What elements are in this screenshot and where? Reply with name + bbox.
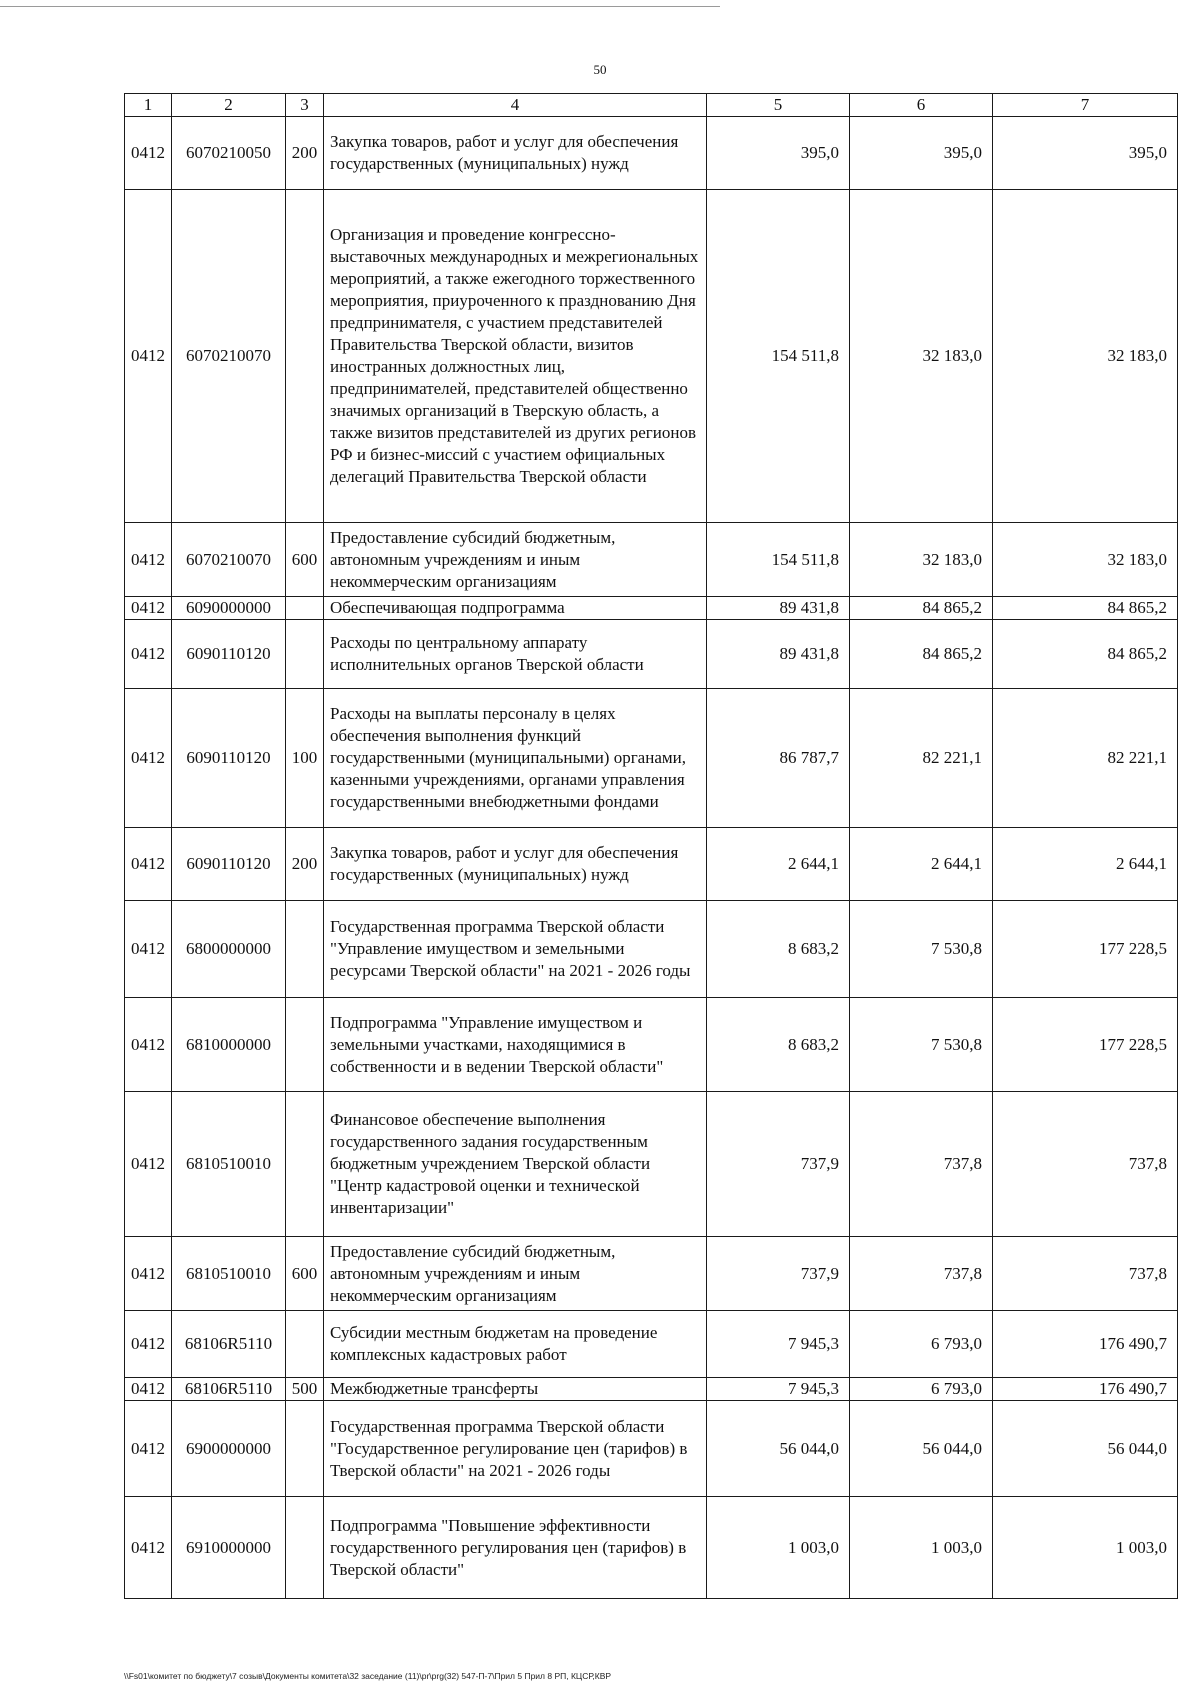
- cell-target-code: 6070210070: [172, 523, 286, 597]
- table-row: [125, 828, 1178, 901]
- cell-name: Закупка товаров, работ и услуг для обеспечения государственных (муниципальных) нужд: [324, 117, 707, 190]
- cell-value-6: 737,8: [850, 1092, 993, 1237]
- cell-target-code: 6800000000: [172, 901, 286, 998]
- cell-value-5: 7 945,3: [707, 1311, 850, 1378]
- cell-target-code: 6090000000: [172, 597, 286, 620]
- cell-name: Предоставление субсидий бюджетным, автономным учреждениям и иным некоммерческим организациям: [324, 1237, 707, 1311]
- cell-expense-type: [286, 620, 324, 689]
- footer-file-path: \\Fs01\комитет по бюджету\7 созыв\Документы комитета\32 заседание (11)\pr\prg(32) 547-П-7\Прил 5 Прил 8 РП, КЦСР,КВР: [124, 1671, 612, 1681]
- cell-value-6: 84 865,2: [850, 597, 993, 620]
- cell-name: Организация и проведение конгрессно-выставочных международных и межрегиональных мероприятий, а также ежегодного торжественного мероприятия, приуроченного к празднованию Дня предпринимателя, с участием представителей Правительства Тверской области, визитов иностранных должностных лиц, предпринимателей, представителей общественно значимых организаций в Тверскую область, а также визитов представителей из других регионов РФ и бизнес-миссий с участием официальных делегаций Правительства Тверской области: [324, 190, 707, 523]
- table-row: [125, 523, 1178, 597]
- page-number: 50: [593, 62, 607, 77]
- cell-section: 0412: [125, 190, 172, 523]
- cell-value-6: 32 183,0: [850, 190, 993, 523]
- cell-value-6: 84 865,2: [850, 620, 993, 689]
- table-row: [125, 1497, 1178, 1599]
- cell-section: 0412: [125, 117, 172, 190]
- cell-section: 0412: [125, 1378, 172, 1401]
- cell-name: Государственная программа Тверской области "Управление имуществом и земельными ресурсами Тверской области" на 2021 - 2026 годы: [324, 901, 707, 998]
- cell-target-code: 6090110120: [172, 689, 286, 828]
- cell-name: Подпрограмма "Повышение эффективности государственного регулирования цен (тарифов) в Тверской области": [324, 1497, 707, 1599]
- cell-name: Государственная программа Тверской области "Государственное регулирование цен (тарифов) в Тверской области" на 2021 - 2026 годы: [324, 1401, 707, 1497]
- cell-section: 0412: [125, 1311, 172, 1378]
- cell-name: Межбюджетные трансферты: [324, 1378, 707, 1401]
- cell-expense-type: [286, 190, 324, 523]
- cell-name: Расходы по центральному аппарату исполнительных органов Тверской области: [324, 620, 707, 689]
- table-row: [125, 620, 1178, 689]
- table-row: [125, 1092, 1178, 1237]
- cell-section: 0412: [125, 1237, 172, 1311]
- cell-value-5: 8 683,2: [707, 998, 850, 1092]
- table-row: [125, 901, 1178, 998]
- cell-section: 0412: [125, 597, 172, 620]
- cell-section: 0412: [125, 828, 172, 901]
- cell-value-6: 7 530,8: [850, 998, 993, 1092]
- cell-value-5: 56 044,0: [707, 1401, 850, 1497]
- cell-value-5: 395,0: [707, 117, 850, 190]
- cell-value-5: 7 945,3: [707, 1378, 850, 1401]
- header-col-3: 3: [286, 94, 324, 117]
- header-col-2: 2: [172, 94, 286, 117]
- table-row: [125, 190, 1178, 523]
- cell-value-7: 32 183,0: [993, 190, 1178, 523]
- cell-value-7: 56 044,0: [993, 1401, 1178, 1497]
- cell-value-5: 737,9: [707, 1092, 850, 1237]
- table-row: [125, 117, 1178, 190]
- scan-edge-line: [0, 6, 720, 7]
- cell-value-7: 395,0: [993, 117, 1178, 190]
- cell-expense-type: 100: [286, 689, 324, 828]
- cell-value-5: 86 787,7: [707, 689, 850, 828]
- cell-expense-type: [286, 901, 324, 998]
- cell-value-7: 177 228,5: [993, 901, 1178, 998]
- cell-value-7: 1 003,0: [993, 1497, 1178, 1599]
- cell-name: Финансовое обеспечение выполнения государственного задания государственным бюджетным учреждением Тверской области "Центр кадастровой оценки и технической инвентаризации": [324, 1092, 707, 1237]
- cell-name: Субсидии местным бюджетам на проведение комплексных кадастровых работ: [324, 1311, 707, 1378]
- table-row: [125, 597, 1178, 620]
- cell-value-7: 82 221,1: [993, 689, 1178, 828]
- cell-expense-type: 500: [286, 1378, 324, 1401]
- table-row: [125, 1311, 1178, 1378]
- cell-target-code: 6810510010: [172, 1237, 286, 1311]
- cell-section: 0412: [125, 1092, 172, 1237]
- cell-section: 0412: [125, 1497, 172, 1599]
- cell-value-6: 6 793,0: [850, 1378, 993, 1401]
- cell-value-7: 737,8: [993, 1092, 1178, 1237]
- cell-section: 0412: [125, 1401, 172, 1497]
- cell-value-5: 8 683,2: [707, 901, 850, 998]
- cell-value-6: 32 183,0: [850, 523, 993, 597]
- cell-section: 0412: [125, 998, 172, 1092]
- cell-target-code: 6070210050: [172, 117, 286, 190]
- cell-value-6: 82 221,1: [850, 689, 993, 828]
- cell-expense-type: 600: [286, 1237, 324, 1311]
- cell-expense-type: [286, 1311, 324, 1378]
- cell-expense-type: 200: [286, 828, 324, 901]
- cell-value-6: 2 644,1: [850, 828, 993, 901]
- header-col-1: 1: [125, 94, 172, 117]
- cell-expense-type: [286, 1497, 324, 1599]
- cell-value-5: 1 003,0: [707, 1497, 850, 1599]
- cell-value-5: 154 511,8: [707, 190, 850, 523]
- header-col-7: 7: [993, 94, 1178, 117]
- cell-value-7: 176 490,7: [993, 1311, 1178, 1378]
- cell-value-6: 395,0: [850, 117, 993, 190]
- cell-target-code: 6810510010: [172, 1092, 286, 1237]
- cell-value-7: 84 865,2: [993, 597, 1178, 620]
- header-col-5: 5: [707, 94, 850, 117]
- cell-expense-type: 600: [286, 523, 324, 597]
- cell-value-7: 2 644,1: [993, 828, 1178, 901]
- cell-value-6: 7 530,8: [850, 901, 993, 998]
- cell-section: 0412: [125, 523, 172, 597]
- cell-name: Предоставление субсидий бюджетным, автономным учреждениям и иным некоммерческим организациям: [324, 523, 707, 597]
- cell-section: 0412: [125, 901, 172, 998]
- cell-value-7: 177 228,5: [993, 998, 1178, 1092]
- cell-target-code: 6910000000: [172, 1497, 286, 1599]
- table-row: [125, 998, 1178, 1092]
- cell-value-6: 737,8: [850, 1237, 993, 1311]
- cell-value-5: 89 431,8: [707, 597, 850, 620]
- cell-expense-type: [286, 1401, 324, 1497]
- cell-value-7: 176 490,7: [993, 1378, 1178, 1401]
- cell-target-code: 68106R5110: [172, 1311, 286, 1378]
- table-row: [125, 689, 1178, 828]
- table-row: [125, 1401, 1178, 1497]
- cell-value-5: 2 644,1: [707, 828, 850, 901]
- table-row: [125, 1237, 1178, 1311]
- cell-section: 0412: [125, 689, 172, 828]
- cell-expense-type: [286, 597, 324, 620]
- cell-name: Подпрограмма "Управление имуществом и земельными участками, находящимися в собственности и в ведении Тверской области": [324, 998, 707, 1092]
- cell-expense-type: 200: [286, 117, 324, 190]
- cell-section: 0412: [125, 620, 172, 689]
- cell-value-6: 56 044,0: [850, 1401, 993, 1497]
- cell-value-7: 737,8: [993, 1237, 1178, 1311]
- header-col-4: 4: [324, 94, 707, 117]
- header-col-6: 6: [850, 94, 993, 117]
- cell-target-code: 6810000000: [172, 998, 286, 1092]
- cell-value-7: 32 183,0: [993, 523, 1178, 597]
- cell-value-5: 154 511,8: [707, 523, 850, 597]
- cell-expense-type: [286, 1092, 324, 1237]
- budget-table: [124, 93, 1178, 1599]
- table-header-row: [125, 94, 1178, 117]
- cell-name: Закупка товаров, работ и услуг для обеспечения государственных (муниципальных) нужд: [324, 828, 707, 901]
- cell-name: Расходы на выплаты персоналу в целях обеспечения выполнения функций государственными (муниципальными) органами, казенными учреждениями, органами управления государственными внебюджетными фондами: [324, 689, 707, 828]
- cell-value-5: 89 431,8: [707, 620, 850, 689]
- cell-value-6: 1 003,0: [850, 1497, 993, 1599]
- cell-target-code: 68106R5110: [172, 1378, 286, 1401]
- cell-value-7: 84 865,2: [993, 620, 1178, 689]
- cell-target-code: 6090110120: [172, 828, 286, 901]
- cell-value-6: 6 793,0: [850, 1311, 993, 1378]
- cell-name: Обеспечивающая подпрограмма: [324, 597, 707, 620]
- cell-target-code: 6070210070: [172, 190, 286, 523]
- cell-target-code: 6900000000: [172, 1401, 286, 1497]
- cell-value-5: 737,9: [707, 1237, 850, 1311]
- cell-target-code: 6090110120: [172, 620, 286, 689]
- table-row: [125, 1378, 1178, 1401]
- cell-expense-type: [286, 998, 324, 1092]
